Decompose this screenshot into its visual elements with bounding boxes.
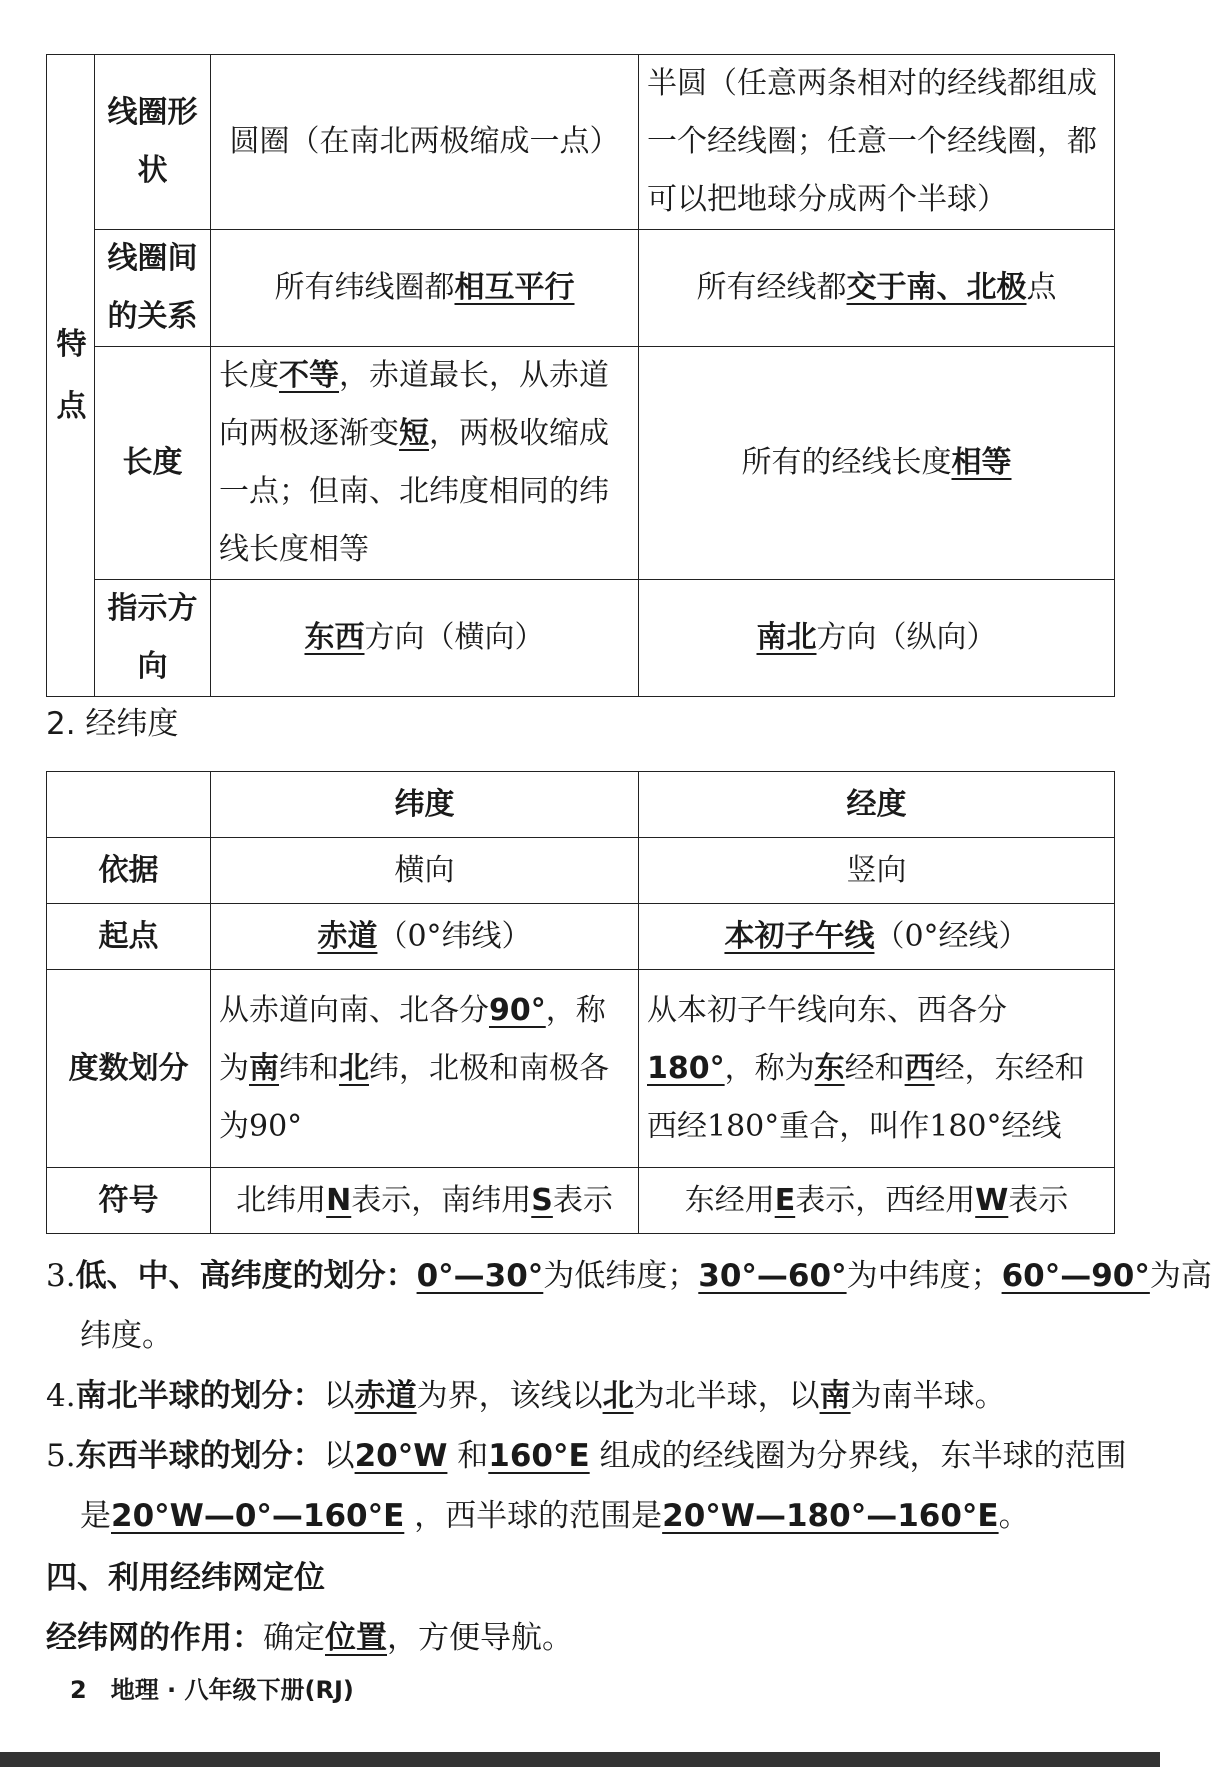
text-segment: 所有经线都	[696, 270, 847, 305]
text-segment: 为低纬度；	[543, 1258, 699, 1294]
key-term: 南	[819, 1378, 851, 1414]
lon-basis-cell	[639, 838, 1115, 904]
text-segment: 为高	[1149, 1258, 1212, 1294]
text-segment: 点	[1026, 270, 1057, 305]
text-segment: ，两极收缩成一点；但南、北纬度相同的纬线长度相等	[219, 416, 609, 567]
text-segment: 组成的经线圈为分界线，东半球的范围	[589, 1438, 1127, 1474]
key-term: 南北	[756, 620, 817, 655]
key-term: 位置	[325, 1620, 387, 1656]
point-4: 4.南北半球的划分：以赤道为界，该线以北为北半球，以南为南半球。	[46, 1378, 1006, 1414]
text-segment: 是	[80, 1498, 111, 1534]
row-head-division: 度数划分	[47, 970, 211, 1168]
key-term: E	[774, 1182, 796, 1218]
row-head-shape: 线圈形状	[95, 55, 211, 230]
header-empty-cell	[47, 772, 211, 838]
lat-length-cell	[211, 347, 639, 580]
text-segment: 为界，该线以	[416, 1378, 603, 1414]
text-segment: 经和	[844, 1050, 905, 1086]
lon-shape-cell	[639, 55, 1115, 230]
text-segment: 和	[447, 1438, 489, 1474]
text-segment: 纬，北极和南极各为90°	[219, 1050, 609, 1144]
lat-start-cell	[211, 904, 639, 970]
row-head-start: 起点	[47, 904, 211, 970]
lon-division-cell	[639, 970, 1115, 1168]
bottom-bar	[0, 1752, 1160, 1767]
key-term: 20°W—180°—160°E	[662, 1498, 999, 1534]
lat-symbol-cell	[211, 1168, 639, 1234]
lat-direction-cell	[211, 580, 639, 697]
lon-symbol-cell	[639, 1168, 1115, 1234]
text-segment: 表示，南纬用	[351, 1182, 532, 1218]
text-segment: 横向	[394, 852, 455, 888]
text-segment: 表示	[1008, 1182, 1069, 1218]
lon-length-cell	[639, 347, 1115, 580]
text-segment: 纬和	[279, 1050, 339, 1086]
text-segment: 圆圈（在南北两极缩成一点）	[229, 124, 620, 159]
lon-start-cell	[639, 904, 1115, 970]
col-header-longitude: 经度	[639, 772, 1115, 838]
lon-relation-cell	[639, 230, 1115, 347]
key-term: 0°—30°	[416, 1258, 544, 1294]
key-term: 东	[814, 1050, 845, 1086]
text-segment: 以	[323, 1378, 355, 1414]
key-term: 60°—90°	[1001, 1258, 1150, 1294]
section-4-title: 四、利用经纬网定位	[46, 1560, 325, 1596]
text-segment: 表示	[552, 1182, 613, 1218]
key-term: 赤道	[317, 918, 378, 954]
key-term: 相互平行	[454, 270, 575, 305]
row-head-length: 长度	[95, 347, 211, 580]
point-5-cont	[46, 1486, 1150, 1546]
text-segment: ，称为	[724, 1050, 815, 1086]
key-term: 北	[339, 1050, 369, 1086]
key-term: 相等	[951, 445, 1012, 480]
group-label-features: 特点	[47, 55, 95, 697]
section-2-title: 2. 经纬度	[46, 706, 179, 742]
key-term: 20°W	[354, 1438, 448, 1474]
col-header-latitude: 纬度	[211, 772, 639, 838]
key-term: N	[326, 1182, 352, 1218]
grid-use-line: 经纬网的作用：确定位置，方便导航。	[46, 1620, 573, 1656]
text-segment: 方向（纵向）	[816, 620, 997, 655]
key-term: 短	[399, 416, 429, 451]
lat-relation-cell	[211, 230, 639, 347]
row-head-direction: 指示方向	[95, 580, 211, 697]
key-term: 180°	[647, 1050, 725, 1086]
text-segment: 东经用	[684, 1182, 775, 1218]
text-segment: 以	[323, 1438, 355, 1474]
point-5: 5.东西半球的划分：以20°W 和160°E 组成的经线圈为分界线，东半球的范围	[46, 1438, 1127, 1474]
text-segment: 。	[998, 1498, 1030, 1534]
row-head-symbol: 符号	[47, 1168, 211, 1234]
key-term: 不等	[279, 358, 339, 393]
key-term: 交于南、北极	[846, 270, 1027, 305]
text-segment: ，西半球的范围是	[404, 1498, 663, 1534]
key-term: 南	[249, 1050, 279, 1086]
text-segment: 表示，西经用	[795, 1182, 976, 1218]
key-term: S	[531, 1182, 553, 1218]
text-segment: 竖向	[846, 852, 907, 888]
text-segment: （0°纬线）	[377, 918, 532, 954]
lat-shape-cell	[211, 55, 639, 230]
point-3: 3.低、中、高纬度的划分：0°—30°为低纬度；30°—60°为中纬度；60°—90°为高	[46, 1258, 1212, 1294]
key-term: 90°	[489, 992, 546, 1028]
text-segment: 方向（横向）	[364, 620, 545, 655]
text-segment: 经，东经和西经180°重合，叫作180°经线	[647, 1050, 1085, 1144]
lat-basis-cell	[211, 838, 639, 904]
row-head-relation: 线圈间的关系	[95, 230, 211, 347]
text-segment: 长度	[219, 358, 279, 393]
text-segment: 所有的经线长度	[741, 445, 952, 480]
key-term: 20°W—0°—160°E	[111, 1498, 405, 1534]
text-segment: 从赤道向南、北各分	[219, 992, 489, 1028]
key-term: 赤道	[354, 1378, 417, 1414]
text-segment: 所有纬线圈都	[274, 270, 455, 305]
text-segment: 北纬用	[236, 1182, 327, 1218]
text-segment: 半圆（任意两条相对的经线都组成一个经线圈；任意一个经线圈，都可以把地球分成两个半球）	[647, 66, 1097, 217]
key-term: 北	[602, 1378, 634, 1414]
text-segment: 从本初子午线向东、西各分	[647, 992, 1007, 1028]
text-segment: ，方便导航。	[387, 1620, 573, 1656]
text-segment: ，称为	[219, 992, 606, 1086]
key-term: 西	[904, 1050, 935, 1086]
text-segment: 纬度。	[80, 1318, 173, 1354]
text-segment: 确定	[263, 1620, 325, 1656]
key-term: 本初子午线	[724, 918, 875, 954]
key-term: W	[975, 1182, 1009, 1218]
key-term: 160°E	[488, 1438, 590, 1474]
text-segment: ，赤道最长，从赤道向两极逐渐变	[219, 358, 609, 451]
row-head-basis: 依据	[47, 838, 211, 904]
text-segment: 为北半球，以	[633, 1378, 820, 1414]
point-3-cont	[46, 1306, 1150, 1366]
key-term: 东西	[304, 620, 365, 655]
text-segment: （0°经线）	[874, 918, 1029, 954]
text-segment: 为南半球。	[850, 1378, 1006, 1414]
page-footer: 2 地理 · 八年级下册(RJ)	[70, 1676, 354, 1704]
parallels-meridians-features-table	[46, 54, 1115, 697]
text-segment: 为中纬度；	[846, 1258, 1002, 1294]
key-term: 30°—60°	[698, 1258, 847, 1294]
lat-division-cell	[211, 970, 639, 1168]
latitude-longitude-table	[46, 771, 1115, 1234]
lon-direction-cell	[639, 580, 1115, 697]
